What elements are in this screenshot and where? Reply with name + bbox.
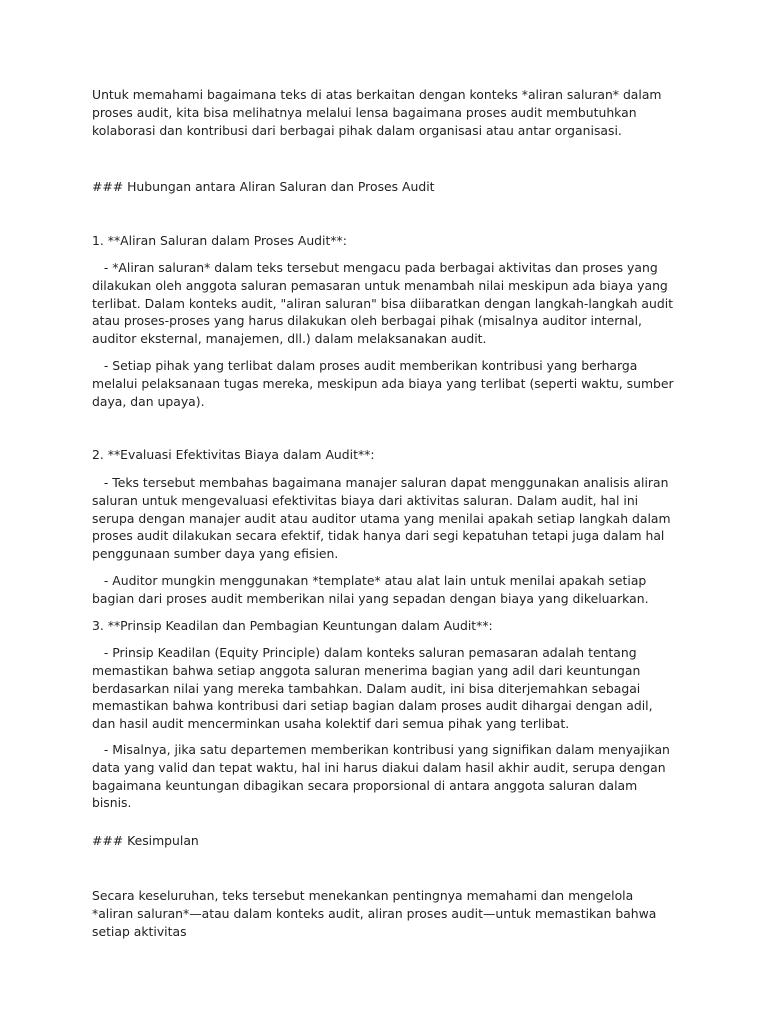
list-item-2-bullet-1: - Teks tersebut membahas bagaimana manajer saluran dapat menggunakan analisis aliran saluran untuk mengevaluasi efektivitas biaya dari aktivitas saluran. Dalam audit, hal ini serupa dengan manajer audit atau auditor utama yang menilai apakah setiap langkah dalam proses audit dilakukan secara efektif, tidak hanya dari segi kepatuhan tetapi juga dalam hal penggunaan sumber daya yang efisien. <box>92 475 675 562</box>
list-item-3-title: 3. **Prinsip Keadilan dan Pembagian Keuntungan dalam Audit**: <box>92 618 493 633</box>
section-heading-hubungan: ### Hubungan antara Aliran Saluran dan Proses Audit <box>92 179 435 194</box>
section-heading-kesimpulan: ### Kesimpulan <box>92 833 199 848</box>
list-item-1-bullet-2: - Setiap pihak yang terlibat dalam proses audit memberikan kontribusi yang berharga melalui pelaksanaan tugas mereka, meskipun ada biaya yang terlibat (seperti waktu, sumber daya, dan upaya). <box>92 358 678 409</box>
list-item-2-title: 2. **Evaluasi Efektivitas Biaya dalam Audit**: <box>92 447 375 462</box>
conclusion-paragraph: Secara keseluruhan, teks tersebut menekankan pentingnya memahami dan mengelola *aliran saluran*—atau dalam konteks audit, aliran proses audit—untuk memastikan bahwa setiap aktivitas <box>92 888 661 939</box>
list-item-2-bullet-2: - Auditor mungkin menggunakan *template* atau alat lain untuk menilai apakah setiap bagian dari proses audit memberikan nilai yang sepadan dengan biaya yang dikeluarkan. <box>92 573 651 606</box>
list-item-3-bullet-1: - Prinsip Keadilan (Equity Principle) dalam konteks saluran pemasaran adalah tentang memastikan bahwa setiap anggota saluran menerima bagian yang adil dari keuntungan berdasarkan nilai yang mereka tambahkan. Dalam audit, ini bisa diterjemahkan sebagai memastikan bahwa kontribusi dari setiap bagian dalam proses audit dihargai dengan adil, dan hasil audit mencerminkan usaha kolektif dari semua pihak yang terlibat. <box>92 645 657 732</box>
list-item-1-title: 1. **Aliran Saluran dalam Proses Audit**: <box>92 233 347 248</box>
list-item-1-bullet-1: - *Aliran saluran* dalam teks tersebut mengacu pada berbagai aktivitas dan proses yang dilakukan oleh anggota saluran pemasaran untuk menambah nilai meskipun ada biaya yang terlibat. Dalam konteks audit, "aliran saluran" bisa diibaratkan dengan langkah-langkah audit atau proses-proses yang harus dilakukan oleh berbagai pihak (misalnya auditor internal, auditor eksternal, manajemen, dll.) dalam melaksanakan audit. <box>92 260 677 347</box>
intro-paragraph: Untuk memahami bagaimana teks di atas berkaitan dengan konteks *aliran saluran* dalam proses audit, kita bisa melihatnya melalui lensa bagaimana proses audit membutuhkan kolaborasi dan kontribusi dari berbagai pihak dalam organisasi atau antar organisasi. <box>92 87 666 138</box>
list-item-3-bullet-2: - Misalnya, jika satu departemen memberikan kontribusi yang signifikan dalam menyajikan data yang valid dan tepat waktu, hal ini harus diakui dalam hasil akhir audit, serupa dengan bagaimana keuntungan dibagikan secara proporsional di antara anggota saluran dalam bisnis. <box>92 742 674 811</box>
